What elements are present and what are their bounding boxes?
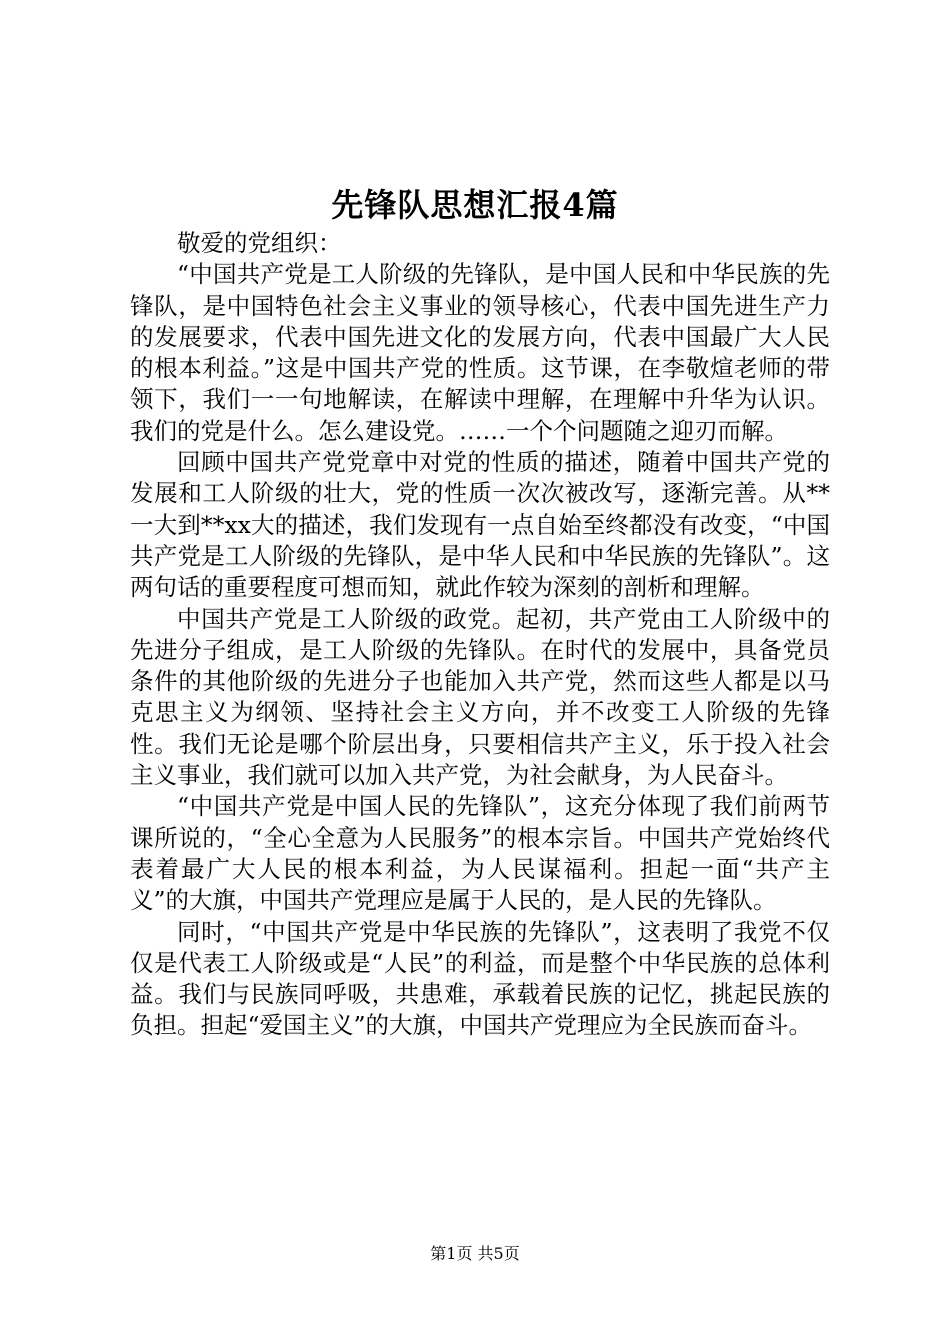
page-footer: 第1页 共5页 bbox=[430, 1244, 520, 1263]
salutation: 敬爱的党组织： bbox=[177, 229, 342, 257]
paragraph-5: 同时，“中国共产党是中华民族的先锋队”，这表明了我党不仅仅是代表工人阶级或是“人民”的利益，而是整个中华民族的总体利益。我们与民族同呼吸，共患难，承载着民族的记忆，挑起民族的负担。担起“爱国主义”的大旗，中国共产党理应为全民族而奋斗。 bbox=[130, 917, 830, 1040]
document-body bbox=[130, 228, 830, 1042]
paragraph-3: 中国共产党是工人阶级的政党。起初，共产党由工人阶级中的先进分子组成，是工人阶级的先锋队。在时代的发展中，具备党员条件的其他阶级的先进分子也能加入共产党，然而这些人都是以马克思主义为纲领、坚持社会主义方向，并不改变工人阶级的先锋性。我们无论是哪个阶层出身，只要相信共产主义，乐于投入社会主义事业，我们就可以加入共产党，为社会献身，为人民奋斗。 bbox=[130, 604, 830, 790]
document-title: 先锋队思想汇报4篇 bbox=[331, 186, 619, 224]
paragraph-1: “中国共产党是工人阶级的先锋队，是中国人民和中华民族的先锋队，是中国特色社会主义事业的领导核心，代表中国先进生产力的发展要求，代表中国先进文化的发展方向，代表中国最广大人民的根本利益。”这是中国共产党的性质。这节课，在李敬煊老师的带领下，我们一一句地解读，在解读中理解，在理解中升华为认识。我们的党是什么。怎么建设党。……一个个问题随之迎刃而解。 bbox=[130, 260, 830, 445]
paragraph-2: 回顾中国共产党党章中对党的性质的描述，随着中国共产党的发展和工人阶级的壮大，党的性质一次次被改写，逐渐完善。从**一大到**xx大的描述，我们发现有一点自始至终都没有改变，“中国共产党是工人阶级的先锋队，是中华人民和中华民族的先锋队”。这两句话的重要程度可想而知，就此作较为深刻的剖析和理解。 bbox=[130, 448, 830, 602]
paragraph-4: “中国共产党是中国人民的先锋队”，这充分体现了我们前两节课所说的，“全心全意为人民服务”的根本宗旨。中国共产党始终代表着最广大人民的根本利益，为人民谋福利。担起一面“共产主义”的大旗，中国共产党理应是属于人民的，是人民的先锋队。 bbox=[130, 792, 830, 915]
